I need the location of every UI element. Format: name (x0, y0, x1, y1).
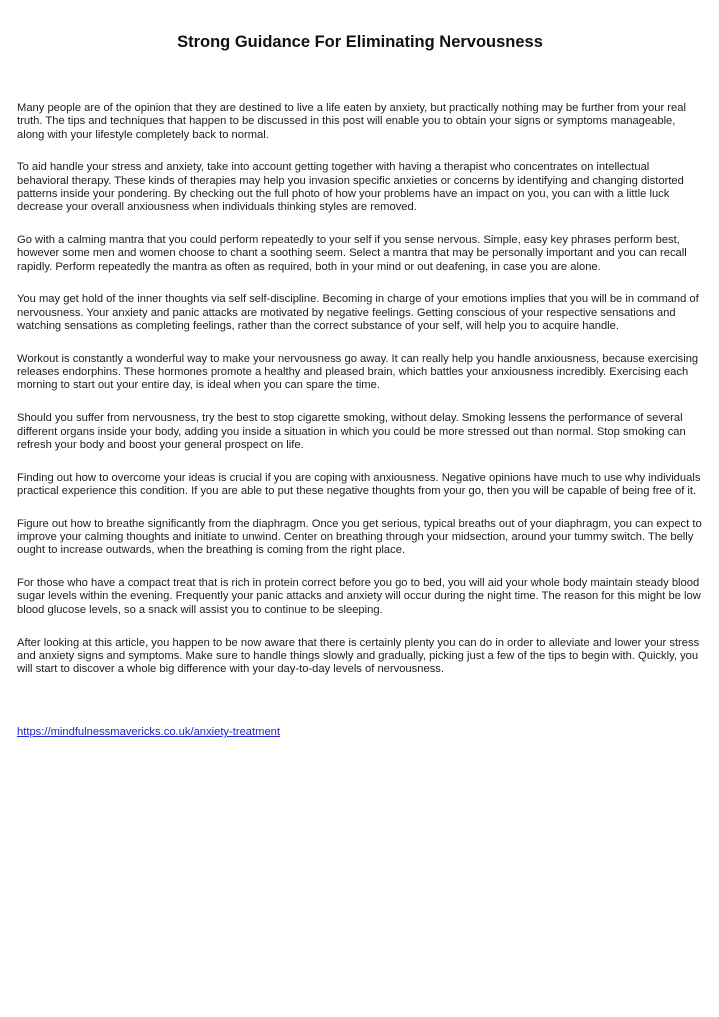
paragraph: Finding out how to overcome your ideas is crucial if you are coping with anxiousness. Negative opinions have much to use why individuals practical experience this condition. If you are able to put these negative thoughts from your go, then you will be capable of being free of it. (17, 471, 701, 497)
document-title: Strong Guidance For Eliminating Nervousness (177, 33, 543, 51)
paragraph: Go with a calming mantra that you could perform repeatedly to your self if you sense nervous. Simple, easy key phrases perform best, however some men and women choose to chant a soothing seem. Select a mantra that may be personally important and you can recall rapidly. Perform repeatedly the mantra as often as required, both in your mind or out deafening, in case you are alone. (17, 234, 687, 273)
paragraph: Figure out how to breathe significantly from the diaphragm. Once you get serious, typical breaths out of your diaphragm, you can expect to improve your calming thoughts and initiate to unwind. Center on breathing through your midsection, around your tummy switch. The belly ought to increase outwards, when the breathing is coming from the right place. (17, 517, 702, 557)
paragraph: For those who have a compact treat that is rich in protein correct before you go to bed, you will aid your whole body maintain steady blood sugar levels within the evening. Frequently your panic attacks and anxiety will occur during the night time. The reason for this might be low blood glucose levels, so a snack will assist you to continue to be sleeping. (17, 577, 701, 616)
document-body (17, 102, 703, 740)
paragraph: To aid handle your stress and anxiety, take into account getting together with having a therapist who concentrates on intellectual behavioral therapy. These kinds of therapies may help you invasion specific anxieties or concerns by identifying and changing distorted patterns inside your pondering. By checking out the full photo of how your problems have an impact on you, you can with a little luck decrease your overall anxiousness when individuals thinking styles are removed. (17, 161, 684, 214)
paragraph: Should you suffer from nervousness, try the best to stop cigarette smoking, without delay. Smoking lessens the performance of several different organs inside your body, adding you inside a situation in which you could be more stressed out than normal. Stop smoking can refresh your body and boost your general prospect on life. (17, 412, 686, 451)
paragraph: You may get hold of the inner thoughts via self self-discipline. Becoming in charge of your emotions implies that you will be in command of nervousness. Your anxiety and panic attacks are motivated by negative feelings. Getting conscious of your respective sensations and watching sensations as completing feelings, rather than the correct substance of your self, will help you to acquire handle. (17, 293, 699, 333)
paragraph: After looking at this article, you happen to be now aware that there is certainly plenty you can do in order to alleviate and lower your stress and anxiety signs and symptoms. Make sure to handle things slowly and gradually, picking just a few of the tips to begin with. Quickly, you will start to discover a whole big difference with your day-to-day levels of nervousness. (17, 636, 700, 676)
source-link[interactable]: https://mindfulnessmavericks.co.uk/anxiety-treatment (17, 725, 281, 738)
paragraph: Workout is constantly a wonderful way to make your nervousness go away. It can really help you handle anxiousness, because exercising releases endorphins. These hormones promote a healthy and pleased brain, which battles your anxiousness incredibly. Exercising each morning to start out your entire day, is ideal when you can spare the time. (17, 352, 699, 392)
document-page (17, 0, 703, 740)
paragraph: Many people are of the opinion that they are destined to live a life eaten by anxiety, but practically nothing may be further from your real truth. The tips and techniques that happen to be discussed in this post will enable you to obtain your signs or symptoms manageable, along with your lifestyle completely back to normal. (17, 102, 686, 141)
